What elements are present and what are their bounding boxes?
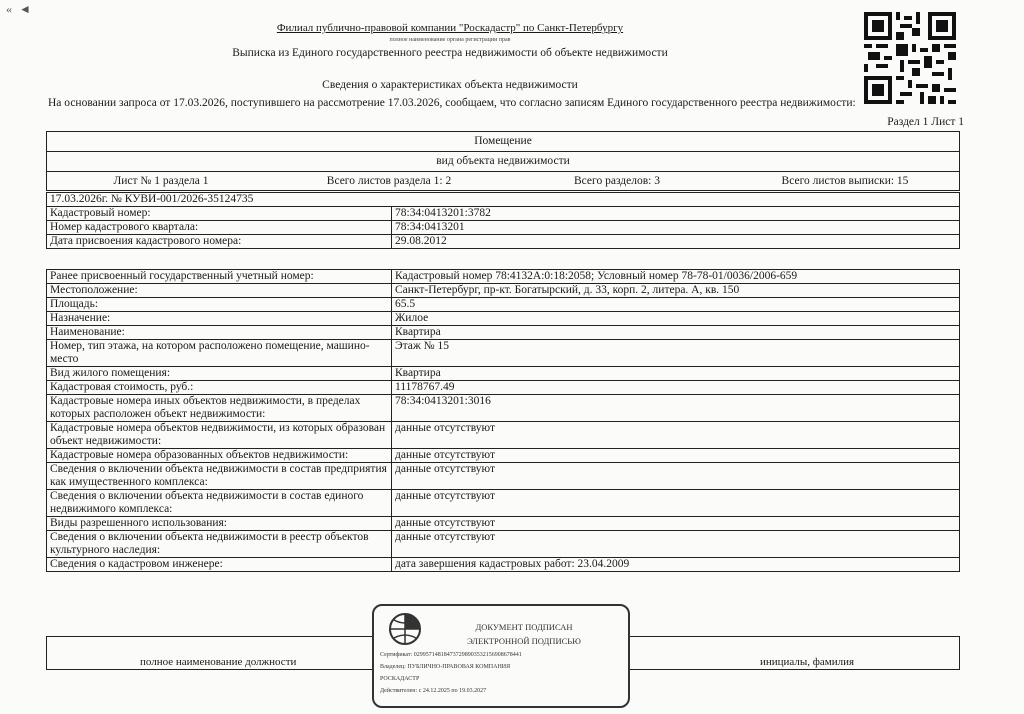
table-row: [47, 422, 960, 449]
details-table: [46, 269, 960, 572]
document-subtitle: Сведения о характеристиках объекта недвижимости: [322, 79, 578, 91]
globe-emblem-icon: [388, 612, 422, 646]
table-row: [47, 284, 960, 298]
field-label: Номер, тип этажа, на котором расположено помещение, машино-место: [47, 340, 392, 367]
stamp-subtitle: ЭЛЕКТРОННОЙ ПОДПИСЬЮ: [467, 636, 581, 646]
field-value: 65.5: [392, 298, 960, 312]
field-label: Номер кадастрового квартала:: [47, 221, 392, 235]
field-label: Кадастровый номер:: [47, 207, 392, 221]
object-header-frame: [46, 131, 960, 191]
field-value: 78:34:0413201:3016: [392, 395, 960, 422]
field-label: Кадастровые номера иных объектов недвижимости, в пределах которых расположен объект недвижимости:: [47, 395, 392, 422]
stamp-owner-name: РОСКАДАСТР: [380, 676, 420, 682]
field-value: 78:34:0413201: [392, 221, 960, 235]
table-row: [47, 367, 960, 381]
field-value: дата завершения кадастровых работ: 23.04.2009: [392, 558, 960, 572]
field-label: Вид жилого помещения:: [47, 367, 392, 381]
field-value: Санкт-Петербург, пр-кт. Богатырский, д. 33, корп. 2, литера. А, кв. 150: [392, 284, 960, 298]
table-row: [47, 235, 960, 249]
section-sheets-total: Всего листов раздела 1: 2: [326, 175, 452, 187]
field-value: Жилое: [392, 312, 960, 326]
field-label: Кадастровые номера объектов недвижимости, из которых образован объект недвижимости:: [47, 422, 392, 449]
initials-caption: инициалы, фамилия: [760, 656, 855, 668]
field-value: данные отсутствуют: [392, 449, 960, 463]
extract-title: Выписка из Единого государственного реестра недвижимости об объекте недвижимости: [232, 47, 668, 59]
position-caption: полное наименование должности: [140, 656, 297, 668]
request-statement: На основании запроса от 17.03.2026, поступившего на рассмотрение 17.03.2026, сообщаем, что согласно записям Единого государственного реестра недвижимости:: [48, 97, 856, 109]
field-value: 78:34:0413201:3782: [392, 207, 960, 221]
field-label: Дата присвоения кадастрового номера:: [47, 235, 392, 249]
field-value: Квартира: [392, 326, 960, 340]
field-value: данные отсутствуют: [392, 422, 960, 449]
table-row: [47, 298, 960, 312]
qr-code-icon: [864, 12, 956, 104]
stamp-title: ДОКУМЕНТ ПОДПИСАН: [475, 622, 573, 632]
table-row: [47, 193, 960, 207]
table-row: [47, 517, 960, 531]
electronic-signature-stamp: [372, 604, 630, 708]
field-value: Кадастровый номер 78:4132А:0:18:2058; Условный номер 78-78-01/0036/2006-659: [392, 270, 960, 284]
extract-sheets-total: Всего листов выписки: 15: [781, 175, 909, 187]
field-label: Наименование:: [47, 326, 392, 340]
field-value: 11178767.49: [392, 381, 960, 395]
table-row: [47, 207, 960, 221]
table-row: [47, 326, 960, 340]
table-row: [47, 531, 960, 558]
table-row: [47, 395, 960, 422]
field-label: Сведения о включении объекта недвижимости в состав единого недвижимого комплекса:: [47, 490, 392, 517]
organization-caption: полное наименование органа регистрации прав: [389, 37, 511, 43]
field-label: Кадастровые номера образованных объектов недвижимости:: [47, 449, 392, 463]
field-value: данные отсутствуют: [392, 490, 960, 517]
field-label: Назначение:: [47, 312, 392, 326]
object-type: Помещение: [47, 132, 959, 152]
field-value: 29.08.2012: [392, 235, 960, 249]
field-label: Виды разрешенного использования:: [47, 517, 392, 531]
field-value: данные отсутствуют: [392, 517, 960, 531]
field-label: Сведения о включении объекта недвижимости в состав предприятия как имущественного комплекса:: [47, 463, 392, 490]
stamp-validity: Действителен: с 24.12.2025 по 19.03.2027: [380, 688, 487, 694]
table-row: [47, 381, 960, 395]
field-label: Кадастровая стоимость, руб.:: [47, 381, 392, 395]
table-row: [47, 340, 960, 367]
table-row: [47, 221, 960, 235]
sheet-info-row: [47, 172, 959, 192]
field-label: Местоположение:: [47, 284, 392, 298]
record-number: 17.03.2026г. № КУВИ-001/2026-35124735: [47, 193, 960, 207]
section-sheet-label: Раздел 1 Лист 1: [887, 116, 964, 128]
field-label: Площадь:: [47, 298, 392, 312]
field-label: Сведения о кадастровом инженере:: [47, 558, 392, 572]
field-label: Сведения о включении объекта недвижимости в реестр объектов культурного наследия:: [47, 531, 392, 558]
field-value: данные отсутствуют: [392, 463, 960, 490]
organization-name: Филиал публично-правовой компании "Роскадастр" по Санкт-Петербургу: [276, 22, 624, 34]
record-table: [46, 192, 960, 249]
sheet-number: Лист № 1 раздела 1: [113, 175, 209, 187]
table-row: [47, 449, 960, 463]
stamp-certificate: Сертификат: 029957148184737298903532156908678441: [380, 652, 522, 658]
field-value: данные отсутствуют: [392, 531, 960, 558]
field-value: Квартира: [392, 367, 960, 381]
table-row: [47, 490, 960, 517]
corner-mark: « ◄: [6, 2, 33, 16]
object-type-caption: вид объекта недвижимости: [47, 152, 959, 172]
table-row: [47, 270, 960, 284]
table-row: [47, 463, 960, 490]
field-value: Этаж № 15: [392, 340, 960, 367]
field-label: Ранее присвоенный государственный учетный номер:: [47, 270, 392, 284]
stamp-owner: Владелец: ПУБЛИЧНО-ПРАВОВАЯ КОМПАНИЯ: [380, 664, 511, 670]
sections-total: Всего разделов: 3: [574, 175, 660, 187]
table-row: [47, 558, 960, 572]
table-row: [47, 312, 960, 326]
